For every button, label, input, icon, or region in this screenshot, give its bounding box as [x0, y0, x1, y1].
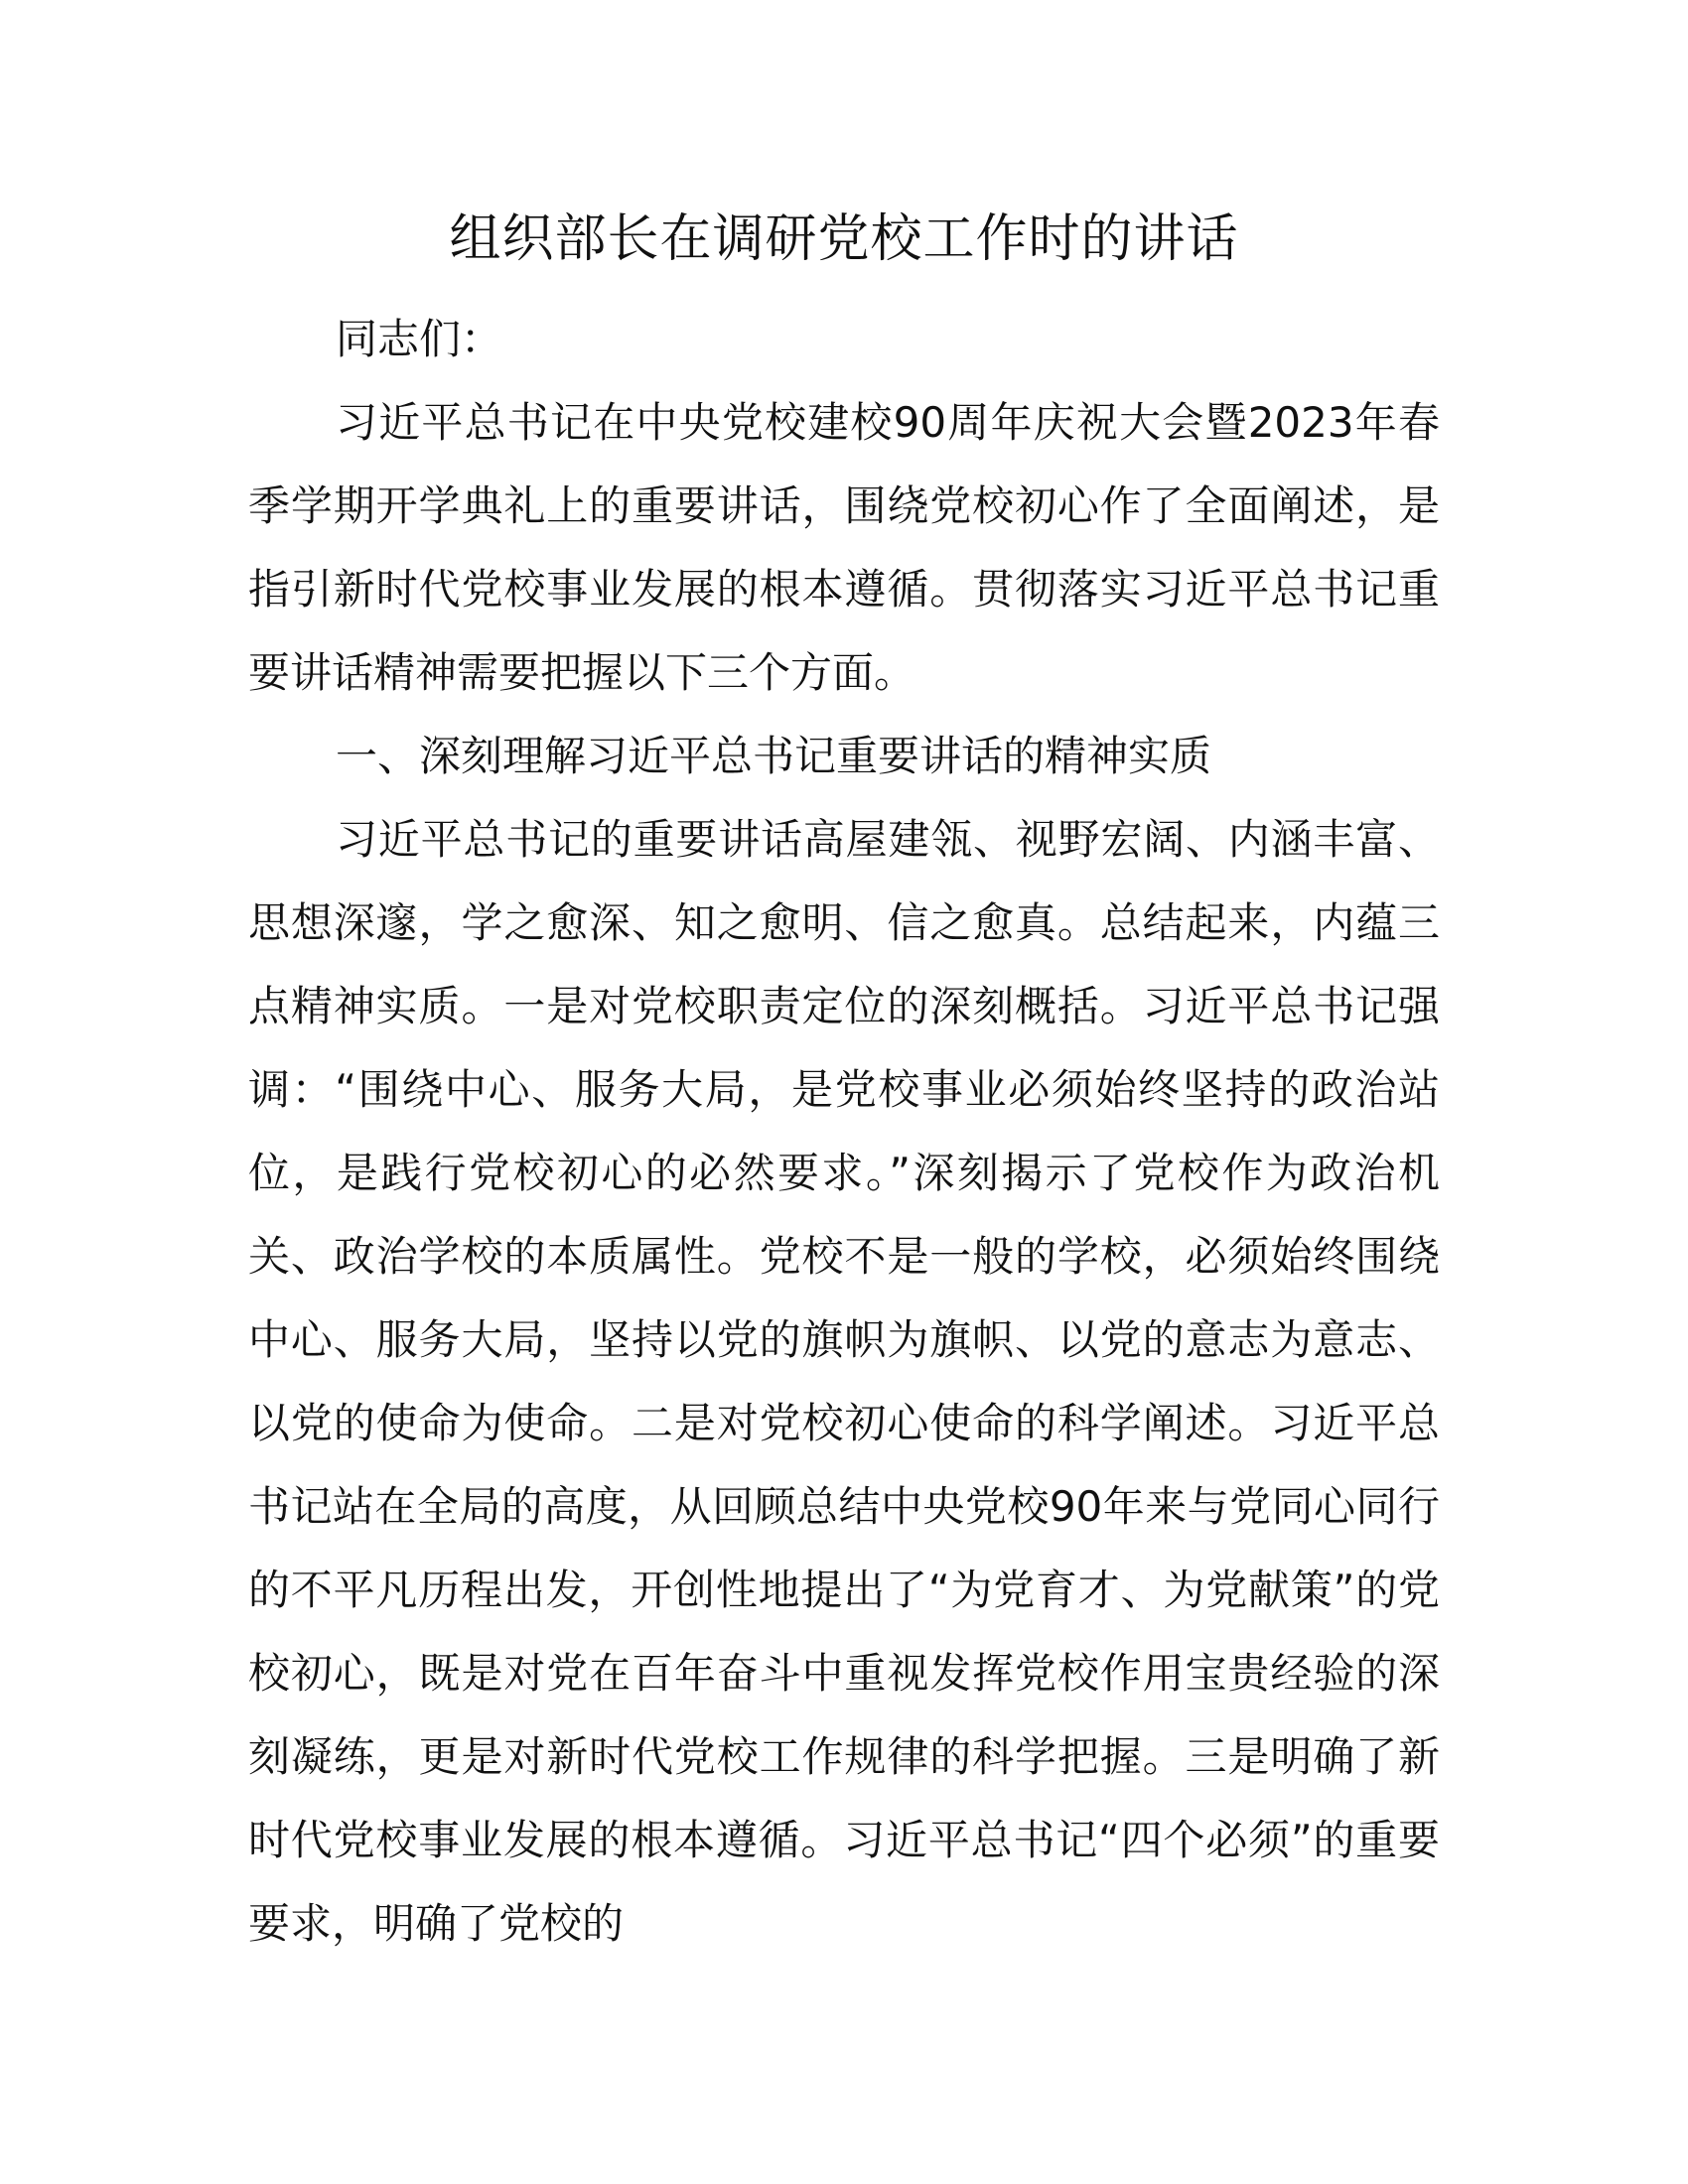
document-title: 组织部长在调研党校工作时的讲话 [449, 209, 1239, 269]
document-body [248, 298, 1440, 1966]
section-heading: 一、深刻理解习近平总书记重要讲话的精神实质 [336, 732, 1212, 780]
paragraph-body: 习近平总书记的重要讲话高屋建瓴、视野宏阔、内涵丰富、思想深邃，学之愈深、知之愈明、信之愈真。总结起来，内蕴三点精神实质。一是对党校职责定位的深刻概括。习近平总书记强调：“围绕中心、服务大局，是党校事业必须始终坚持的政治站位，是践行党校初心的必然要求。”深刻揭示了党校作为政治机关、政治学校的本质属性。党校不是一般的学校，必须始终围绕中心、服务大局，坚持以党的旗帜为旗帜、以党的意志为意志、以党的使命为使命。二是对党校初心使命的科学阐述。习近平总书记站在全局的高度，从回顾总结中央党校90年来与党同心同行的不平凡历程出发，开创性地提出了“为党育才、为党献策”的党校初心，既是对党在百年奋斗中重视发挥党校作用宝贵经验的深刻凝练，更是对新时代党校工作规律的科学把握。三是明确了新时代党校事业发展的根本遵循。习近平总书记“四个必须”的重要要求，明确了党校的 [248, 815, 1440, 1948]
paragraph-intro: 习近平总书记在中央党校建校90周年庆祝大会暨2023年春季学期开学典礼上的重要讲话，围绕党校初心作了全面阐述，是指引新时代党校事业发展的根本遵循。贯彻落实习近平总书记重要讲话精神需要把握以下三个方面。 [248, 398, 1440, 697]
greeting: 同志们： [336, 315, 503, 363]
